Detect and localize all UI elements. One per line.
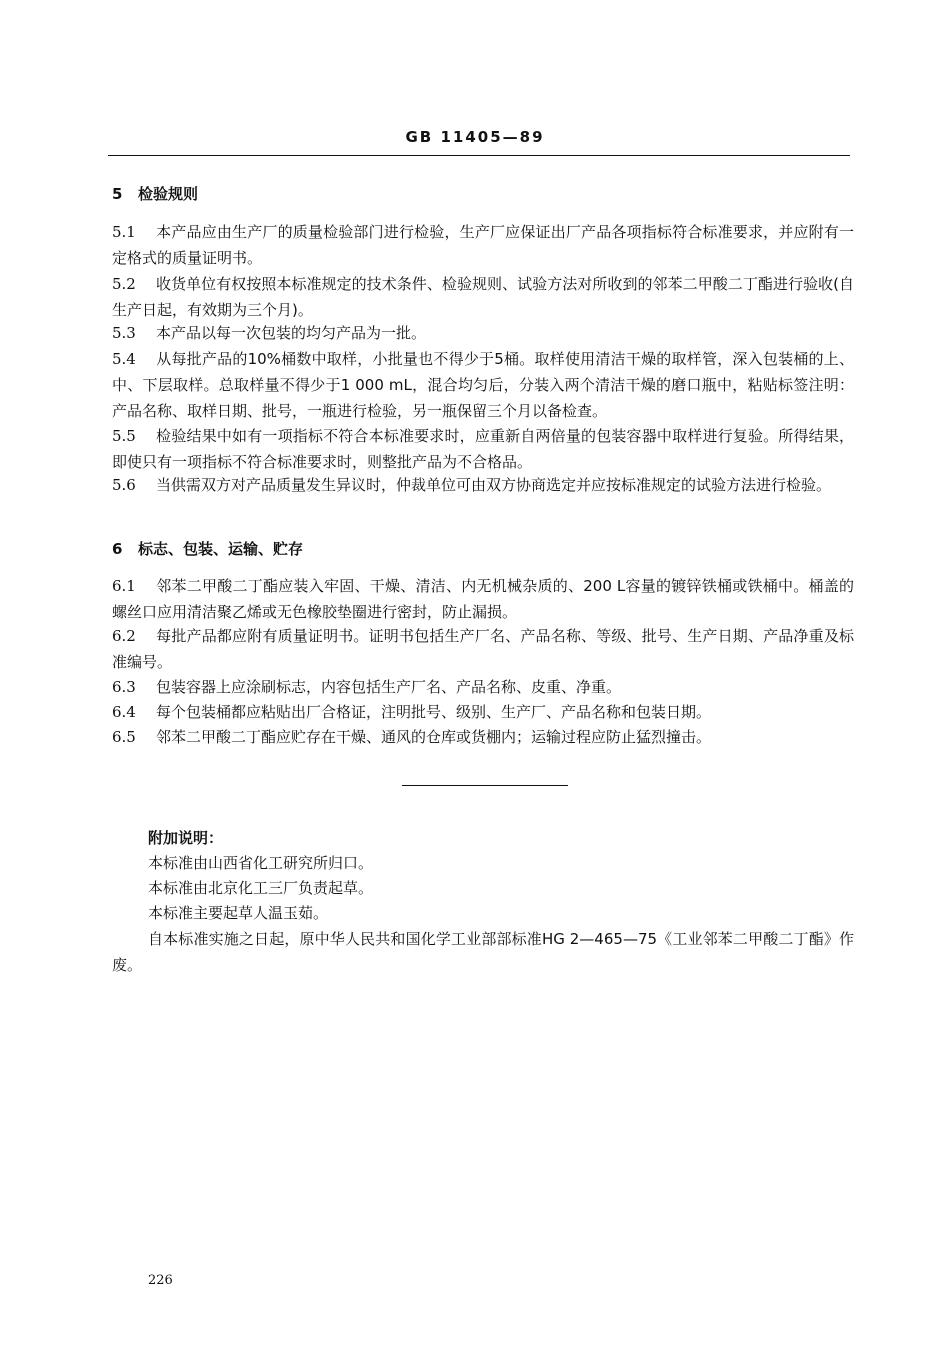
notes-final-paragraph: 自本标准实施之日起，原中华人民共和国化学工业部部标准HG 2—465—75《工业邻苯二甲酸二丁酯》作废。 (112, 930, 854, 974)
clause-text: 每批产品都应附有质量证明书。证明书包括生产厂名、产品名称、等级、批号、生产日期、产品净重及标准编号。 (112, 627, 854, 671)
clause-number: 5.3 (112, 324, 136, 342)
clause-5-6 (112, 472, 854, 498)
section-number: 5 (112, 185, 123, 203)
section-title-text: 检验规则 (138, 185, 199, 203)
clause-text: 本产品以每一次包装的均匀产品为一批。 (156, 324, 427, 342)
clause-text: 邻苯二甲酸二丁酯应贮存在干燥、通风的仓库或货棚内；运输过程应防止猛烈撞击。 (156, 728, 712, 746)
clause-6-4 (112, 699, 854, 725)
section-title-text: 标志、包装、运输、贮存 (138, 540, 304, 558)
section-5-title (112, 183, 198, 204)
clause-text: 收货单位有权按照本标准规定的技术条件、检验规则、试验方法对所收到的邻苯二甲酸二丁酯进行验收(自生产日起，有效期为三个月)。 (112, 275, 854, 319)
section-6-title (112, 538, 303, 559)
clause-number: 5.4 (112, 350, 136, 368)
clause-text: 检验结果中如有一项指标不符合本标准要求时，应重新自两倍量的包装容器中取样进行复验。所得结果，即使只有一项指标不符合标准要求时，则整批产品为不合格品。 (112, 427, 854, 471)
clause-number: 6.5 (112, 728, 136, 746)
clause-5-3 (112, 320, 854, 346)
clause-text: 邻苯二甲酸二丁酯应装入牢固、干燥、清洁、内无机械杂质的、200 L容量的镀锌铁桶或铁桶中。桶盖的螺丝口应用清洁聚乙烯或无色橡胶垫圈进行密封，防止漏损。 (112, 577, 854, 621)
notes-line: 本标准由山西省化工研究所归口。 (148, 854, 374, 872)
clause-text: 当供需双方对产品质量发生异议时，仲裁单位可由双方协商选定并应按标准规定的试验方法进行检验。 (156, 476, 832, 494)
clause-number: 6.2 (112, 627, 136, 645)
clause-6-3 (112, 674, 854, 700)
header-divider (108, 155, 850, 156)
standard-code-header: GB 11405—89 (405, 128, 545, 146)
clause-number: 5.6 (112, 476, 136, 494)
clause-text: 从每批产品的10%桶数中取样，小批量也不得少于5桶。取样使用清洁干燥的取样管，深入包装桶的上、中、下层取样。总取样量不得少于1 000 mL，混合均匀后，分装入两个清洁干燥的磨口瓶中，粘贴标签注明：产品名称、取样日期、批号，一瓶进行检验，另一瓶保留三个月以备检查。 (112, 350, 854, 420)
notes-line: 本标准由北京化工三厂负责起草。 (148, 879, 374, 897)
notes-line: 本标准主要起草人温玉茹。 (148, 904, 329, 922)
notes-title: 附加说明： (148, 829, 224, 847)
clause-text: 本产品应由生产厂的质量检验部门进行检验，生产厂应保证出厂产品各项指标符合标准要求，并应附有一定格式的质量证明书。 (112, 223, 854, 267)
clause-6-5 (112, 724, 854, 750)
clause-number: 5.1 (112, 223, 136, 241)
clause-5-5 (112, 423, 854, 475)
clause-number: 6.4 (112, 703, 136, 721)
clause-number: 5.5 (112, 427, 136, 445)
clause-5-2 (112, 271, 854, 323)
clause-number: 5.2 (112, 275, 136, 293)
clause-5-4 (112, 346, 854, 424)
clause-number: 6.1 (112, 577, 136, 595)
section-end-divider (402, 785, 568, 786)
clause-6-2 (112, 623, 854, 675)
clause-text: 每个包装桶都应粘贴出厂合格证，注明批号、级别、生产厂、产品名称和包装日期。 (156, 703, 712, 721)
section-number: 6 (112, 540, 123, 558)
clause-text: 包装容器上应涂刷标志，内容包括生产厂名、产品名称、皮重、净重。 (156, 678, 622, 696)
clause-5-1 (112, 219, 854, 271)
clause-number: 6.3 (112, 678, 136, 696)
clause-6-1 (112, 573, 854, 625)
page-number: 226 (148, 1273, 173, 1288)
